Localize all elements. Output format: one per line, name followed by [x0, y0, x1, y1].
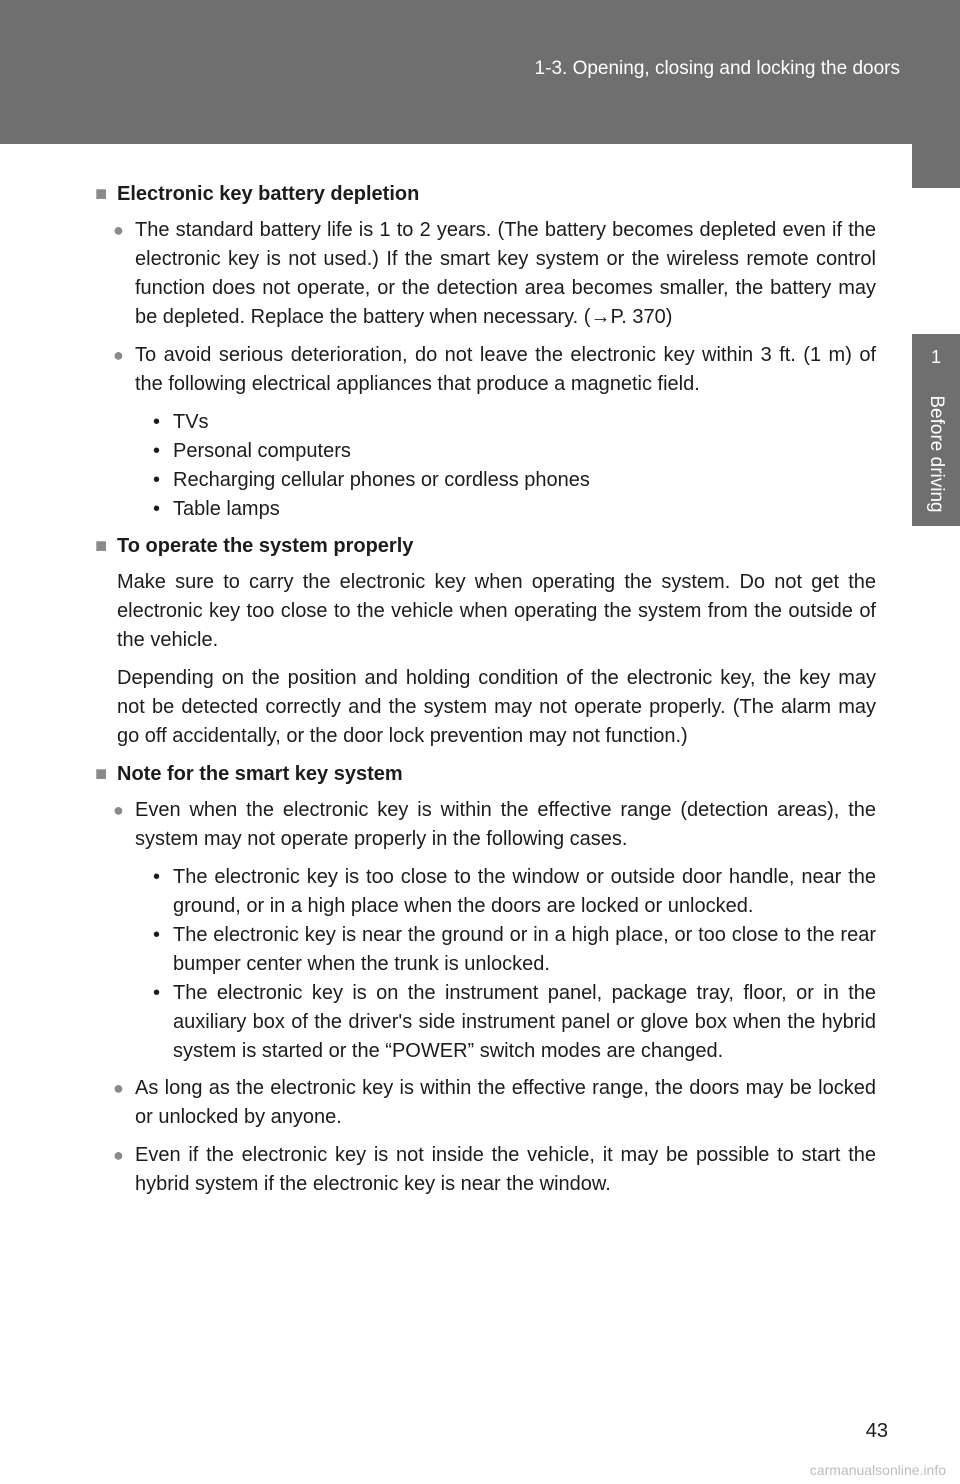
sub-item-text: Table lamps — [173, 498, 280, 520]
section-heading — [95, 532, 876, 561]
section-heading — [95, 760, 876, 789]
sub-list — [153, 863, 876, 1066]
chapter-label: Before driving — [926, 395, 947, 513]
sub-item-text: TVs — [173, 411, 209, 433]
bullet-text: Even if the electronic key is not inside the vehicle, it may be possible to start the hybrid system if the electronic key is near the window. — [135, 1144, 876, 1195]
heading-text: Note for the smart key system — [117, 763, 403, 785]
bullet-text: The standard battery life is 1 to 2 years. (The battery becomes depleted even if the electronic key is not used.) If the smart key system or the wireless remote control function does not operate, or the detection area becomes smaller, the battery may be depleted. Replace the battery when necessary. (→P. 370) — [135, 219, 876, 328]
section-title: 1-3. Opening, closing and locking the doors — [534, 58, 900, 79]
sub-item-text: The electronic key is near the ground or in a high place, or too close to the rear bumper center when the trunk is unlocked. — [173, 924, 876, 975]
square-marker-icon: ■ — [95, 535, 108, 557]
bullet-text: To avoid serious deterioration, do not leave the electronic key within 3 ft. (1 m) of the following electrical appliances that produce a magnetic field. — [135, 344, 876, 395]
sub-list — [153, 408, 876, 524]
heading-text: Electronic key battery depletion — [117, 183, 420, 205]
square-marker-icon: ■ — [95, 763, 108, 785]
sub-list-item — [153, 437, 876, 466]
section-heading — [95, 180, 876, 209]
bullet-icon: ● — [113, 220, 124, 240]
watermark: carmanualsonline.info — [809, 1462, 946, 1478]
bullet-text: Even when the electronic key is within the effective range (detection areas), the system may not operate properly in the following cases. — [135, 799, 876, 850]
list-item — [113, 1074, 876, 1132]
section-smart-key-note — [95, 760, 876, 1199]
side-tab — [912, 144, 960, 1484]
heading-text: To operate the system properly — [117, 535, 414, 557]
sub-list-item — [153, 408, 876, 437]
list-item — [113, 341, 876, 399]
page-header — [0, 0, 960, 144]
sub-bullet-icon: • — [153, 498, 161, 520]
list-item — [113, 796, 876, 854]
sub-bullet-icon: • — [153, 924, 161, 946]
bullet-icon: ● — [113, 1145, 124, 1165]
section-operate-properly — [95, 532, 876, 751]
sub-list-item — [153, 921, 876, 979]
bullet-text: As long as the electronic key is within the effective range, the doors may be locked or unlocked by anyone. — [135, 1077, 876, 1128]
sub-item-text: Recharging cellular phones or cordless phones — [173, 469, 590, 491]
list-item — [113, 1141, 876, 1199]
list-item — [113, 216, 876, 332]
chapter-number: 1 — [912, 334, 960, 380]
bullet-icon: ● — [113, 800, 124, 820]
sub-list-item — [153, 863, 876, 921]
bullet-icon: ● — [113, 345, 124, 365]
page-content — [95, 180, 876, 1208]
square-marker-icon: ■ — [95, 183, 108, 205]
paragraph: Depending on the position and holding condition of the electronic key, the key may not be detected correctly and the system may not operate properly. (The alarm may go off accidentally, or the door lock prevention may not function.) — [117, 667, 876, 747]
sub-bullet-icon: • — [153, 982, 161, 1004]
sub-list-item — [153, 979, 876, 1066]
sub-list-item — [153, 495, 876, 524]
sub-bullet-icon: • — [153, 866, 161, 888]
sub-item-text: Personal computers — [173, 440, 351, 462]
page-number: 43 — [865, 1420, 888, 1442]
sub-bullet-icon: • — [153, 440, 161, 462]
sub-bullet-icon: • — [153, 469, 161, 491]
sub-item-text: The electronic key is too close to the window or outside door handle, near the ground, or in a high place when the doors are locked or unlocked. — [173, 866, 876, 917]
sub-item-text: The electronic key is on the instrument panel, package tray, floor, or in the auxiliary box of the driver's side instrument panel or glove box when the hybrid system is started or the “POWER” switch modes are changed. — [173, 982, 876, 1062]
paragraph: Make sure to carry the electronic key when operating the system. Do not get the electronic key too close to the vehicle when operating the system from the outside of the vehicle. — [117, 571, 876, 651]
sub-bullet-icon: • — [153, 411, 161, 433]
bullet-icon: ● — [113, 1078, 124, 1098]
section-battery-depletion — [95, 180, 876, 524]
sub-list-item — [153, 466, 876, 495]
side-tab-cap — [912, 144, 960, 188]
